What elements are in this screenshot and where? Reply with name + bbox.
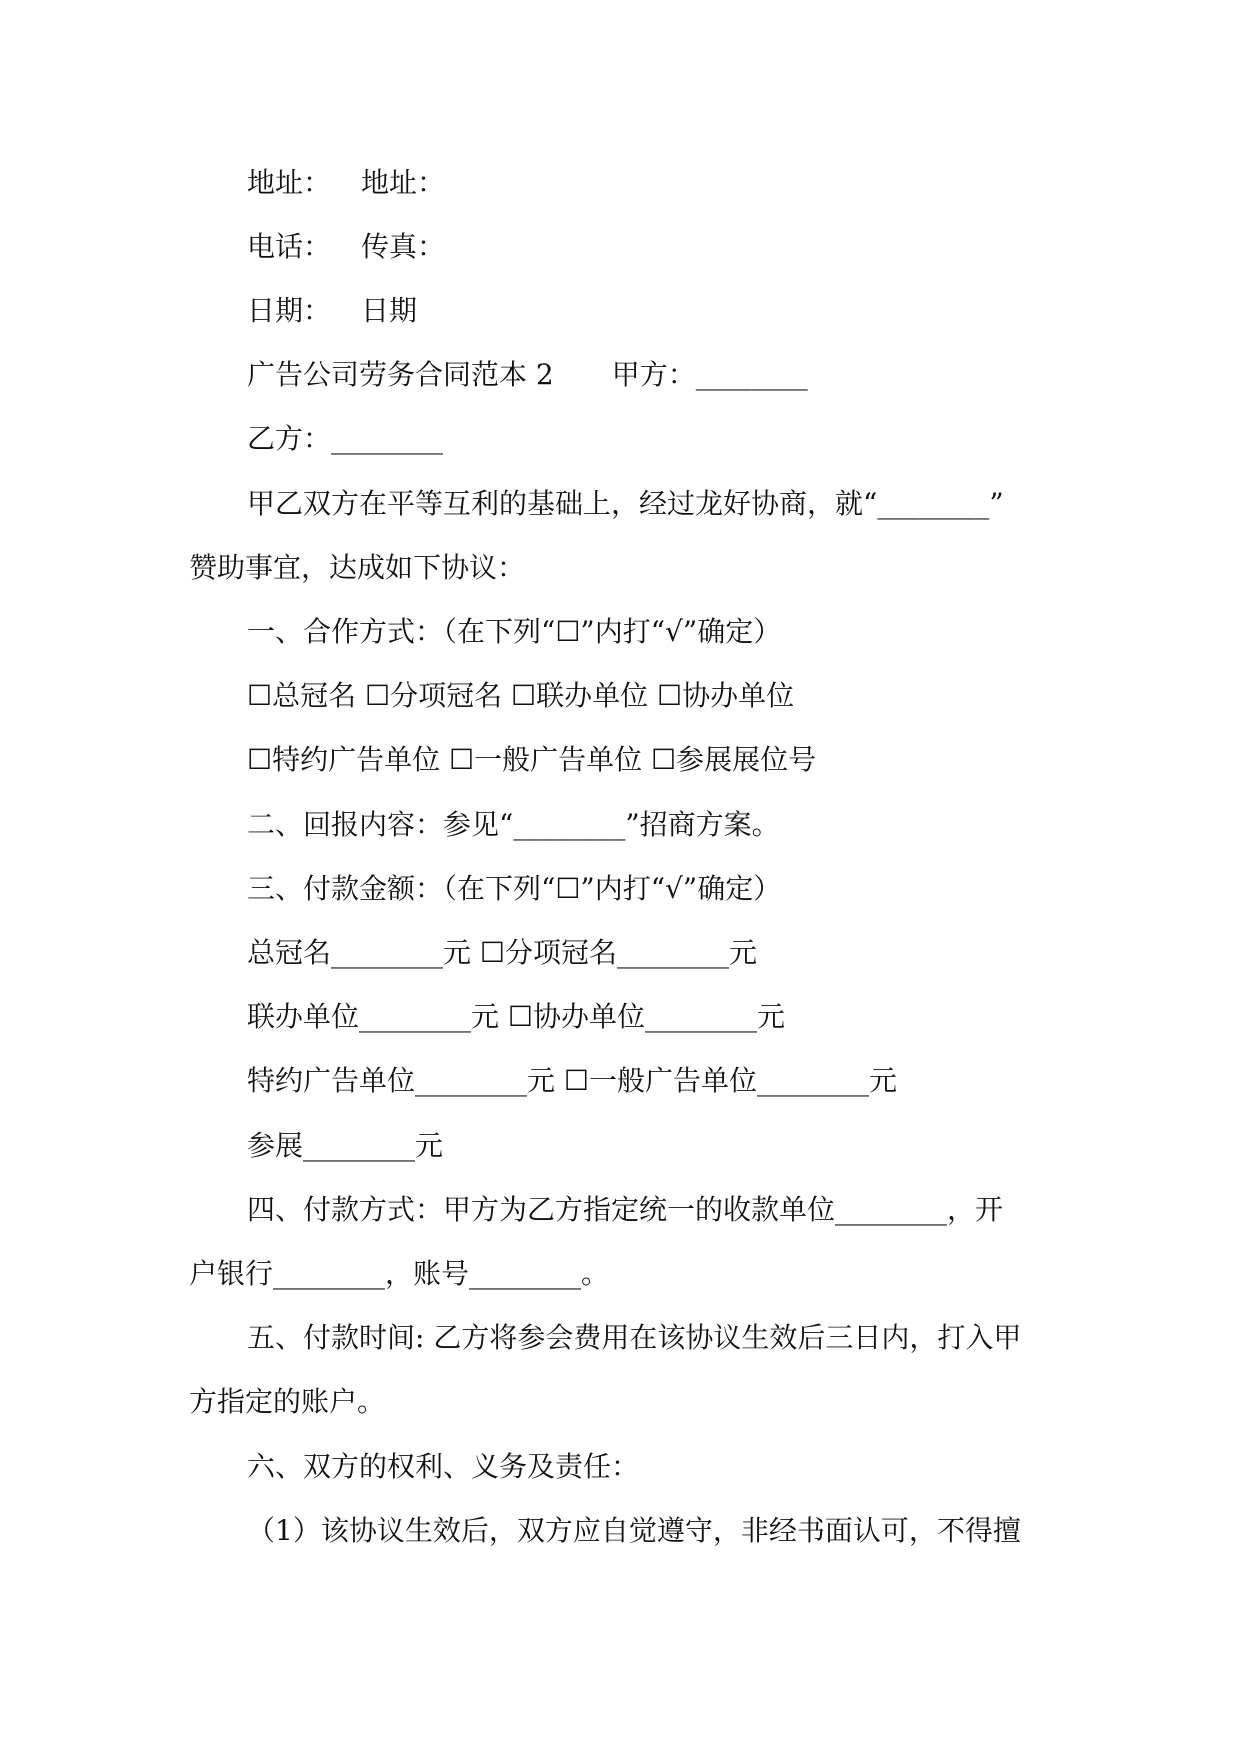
rights-heading: 六、双方的权利、义务及责任： bbox=[247, 1450, 640, 1483]
payment-amount-heading: 三、付款金额：（在下列“☐”内打“√”确定） bbox=[247, 872, 782, 905]
address-label-a: 地址： bbox=[247, 166, 332, 199]
address-label-b: 地址： bbox=[361, 166, 446, 199]
fax-label: 传真： bbox=[361, 230, 446, 263]
address-line bbox=[189, 163, 1069, 203]
payment-method-line-1: 四、付款方式：甲方为乙方指定统一的收款单位________，开 bbox=[247, 1193, 1004, 1226]
phone-label: 电话： bbox=[247, 230, 332, 263]
section-title: 广告公司劳务合同范本 2 bbox=[247, 358, 554, 391]
return-content-line: 二、回报内容：参见“________”招商方案。 bbox=[247, 808, 780, 841]
intro-paragraph-line-2: 赞助事宜，达成如下协议： bbox=[189, 551, 526, 584]
date-line bbox=[189, 291, 1069, 331]
payment-method-line-2: 户银行________，账号________。 bbox=[189, 1257, 610, 1290]
intro-paragraph-line-1: 甲乙双方在平等互利的基础上，经过龙好协商，就“________” bbox=[247, 487, 1004, 520]
section-title-line bbox=[189, 355, 1069, 395]
payment-time-line-2: 方指定的账户。 bbox=[189, 1385, 386, 1418]
cooperation-options-1: ☐总冠名 ☐分项冠名 ☐联办单位 ☐协办单位 bbox=[247, 679, 795, 712]
party-a-field: 甲方：________ bbox=[611, 358, 808, 391]
amount-line-4: 参展________元 bbox=[247, 1129, 444, 1162]
amount-line-1: 总冠名________元 ☐分项冠名________元 bbox=[247, 936, 758, 969]
rights-clause-1: （1）该协议生效后，双方应自觉遵守，非经书面认可，不得擅 bbox=[247, 1514, 1021, 1547]
cooperation-options-2: ☐特约广告单位 ☐一般广告单位 ☐参展展位号 bbox=[247, 743, 817, 776]
date-label-b: 日期 bbox=[361, 294, 418, 327]
party-b-line: 乙方：________ bbox=[247, 422, 444, 455]
payment-time-line-1: 五、付款时间: 乙方将参会费用在该协议生效后三日内，打入甲 bbox=[247, 1321, 1022, 1354]
amount-line-3: 特约广告单位________元 ☐一般广告单位________元 bbox=[247, 1064, 898, 1097]
date-label-a: 日期： bbox=[247, 294, 332, 327]
cooperation-heading: 一、合作方式：（在下列“☐”内打“√”确定） bbox=[247, 615, 782, 648]
phone-fax-line bbox=[189, 227, 1069, 267]
amount-line-2: 联办单位________元 ☐协办单位________元 bbox=[247, 1000, 786, 1033]
